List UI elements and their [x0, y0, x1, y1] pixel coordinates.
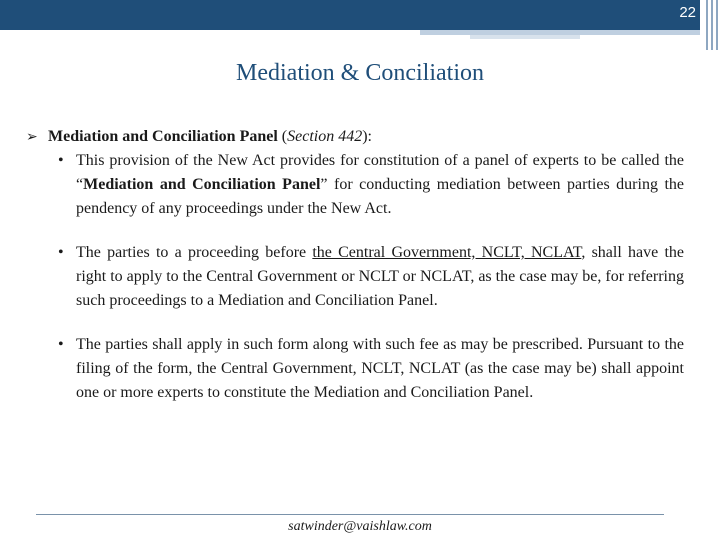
paren-open: (: [277, 128, 288, 145]
main-point-text: [48, 125, 372, 149]
underlined-authorities: the Central Government, NCLT, NCLAT: [312, 244, 582, 261]
footer-email: satwinder@vaishlaw.com: [288, 519, 432, 534]
section-reference: Section 442: [287, 128, 363, 145]
bullet-dot-icon: •: [58, 152, 64, 169]
bullet-item-1: [58, 149, 686, 221]
main-point-heading: Mediation and Conciliation Panel: [48, 128, 278, 145]
bullet-text: The parties shall apply in such form along with such fee as may be prescribed. Pursuant to the filing of the form, the Central Government, NCLT, NCLAT (as the case may be) shall appoint one or more experts to constitute the Mediation and Conciliation Panel.: [76, 336, 684, 401]
slide-number: 22: [679, 4, 696, 21]
arrow-bullet-icon: ➢: [26, 129, 38, 145]
bullet-text: This provision of the New Act provides for constitution of a panel of experts to be called the “Mediation and Conciliation Panel” for conducting mediation between parties during the pendency of any proceedings under the New Act.: [76, 152, 685, 217]
slide-body: [26, 125, 686, 405]
header-accent-bar-lower: [470, 35, 580, 39]
bullet-item-3: [58, 333, 686, 405]
footer-divider: [36, 514, 664, 515]
bullet-dot-icon: •: [58, 336, 64, 353]
header-bar: [0, 0, 700, 30]
bold-term: Mediation and Conciliation Panel: [83, 176, 321, 193]
slide-title: Mediation & Conciliation: [236, 60, 484, 86]
bullet-text: The parties to a proceeding before the Central Government, NCLT, NCLAT, shall have the right to apply to the Central Government or NCLT or NCLAT, as the case may be, for referring such proceedings to a Mediation and Conciliation Panel.: [76, 244, 684, 309]
bullet-item-2: [58, 241, 686, 313]
bullet-dot-icon: •: [58, 244, 64, 261]
right-decorative-rails: [704, 0, 720, 50]
main-point: [26, 125, 686, 149]
paren-close: ):: [362, 128, 372, 145]
